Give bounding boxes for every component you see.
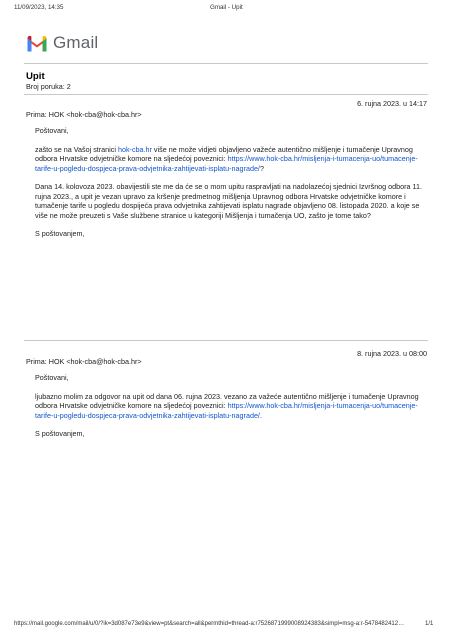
message-body (35, 126, 430, 239)
message-date: 8. rujna 2023. u 08:00 (357, 349, 427, 358)
gmail-logo[interactable] (26, 33, 98, 53)
message-recipient: Prima: HOK <hok-cba@hok-cba.hr> (26, 110, 142, 119)
print-url: https://mail.google.com/mail/u/0/?ik=3d087e73e9&view=pt&search=all&permthid=thread-a:r7526871999008924383&simpl=msg-a:r-5478482412… (14, 621, 405, 627)
opinion-link[interactable]: https://www.hok-cba.hr/misljenja-i-tumacenja-uo/tumacenje-tarife-u-pogledu-dospjeca-prava-odvjetnika-zahtijevati-isplatu-nagrade/ (35, 401, 418, 420)
message-recipient: Prima: HOK <hok-cba@hok-cba.hr> (26, 357, 142, 366)
gmail-m-icon (26, 35, 48, 52)
gmail-wordmark: Gmail (53, 33, 99, 52)
print-datetime: 11/09/2023, 14:35 (14, 4, 64, 11)
closing: S poštovanjem, (35, 429, 85, 439)
message-count: Broj poruka: 2 (26, 82, 71, 91)
paragraph: ljubazno molim za odgovor na upit od dana 06. rujna 2023. vezano za važeće autentično mišljenje i tumačenje Upravnog odbora Hrvatske odvjetničke komore na sljedećoj poveznici: https://www.hok-cba.hr/misljenja-i-tumacenja-uo/tumacenje-tarife-u-pogledu-dospjeca-prava-odvjetnika-zahtijevati-isplatu-nagrade/. (35, 391, 419, 420)
greeting: Poštovani, (35, 126, 69, 135)
thread-subject: Upit (26, 71, 45, 82)
divider (24, 94, 428, 95)
message-body (35, 373, 430, 439)
message-date: 6. rujna 2023. u 14:17 (357, 99, 427, 108)
greeting: Poštovani, (35, 373, 69, 382)
paragraph: zašto se na Vašoj stranici hok-cba.hr više ne može vidjeti objavljeno važeće autentično mišljenje i tumačenje Upravnog odbora Hrvatske odvjetničke komore na sljedećoj poveznici: https://www.hok-cba.hr/misljenja-i-tumacenja-uo/tumacenje-tarife-u-pogledu-dospjeca-prava-odvjetnika-zahtijevati-isplatu-nagrade/? (35, 144, 418, 173)
closing: S poštovanjem, (35, 229, 85, 239)
print-page-number: 1/1 (425, 621, 434, 627)
divider (24, 340, 428, 341)
divider (24, 63, 428, 64)
opinion-link[interactable]: https://www.hok-cba.hr/misljenja-i-tumacenja-uo/tumacenje-tarife-u-pogledu-dospjeca-prava-odvjetnika-zahtijevati-isplatu-nagrade/ (35, 154, 418, 173)
paragraph: Dana 14. kolovoza 2023. obavijestili ste me da će se o mom upitu raspravljati na nadolazećoj sjednici Izvršnog odbora 11. rujna 2023., a upit je vezan upravo za kršenje predmetnog mišljenja Upravnog odbora Hrvatske odvjetničke komore i tumačenje tarife u pogledu dospijeća prava odvjetnika zahtijevati isplatu nagrade objavljeno 08. listopada 2020. a koje se više ne može preuzeti s Vaše službene stranice u kategoriji Mišljenja i tumačenja UO, zašto je tome tako? (35, 182, 423, 220)
print-page-title: Gmail - Upit (210, 4, 243, 11)
site-link[interactable]: hok-cba.hr (117, 144, 152, 154)
